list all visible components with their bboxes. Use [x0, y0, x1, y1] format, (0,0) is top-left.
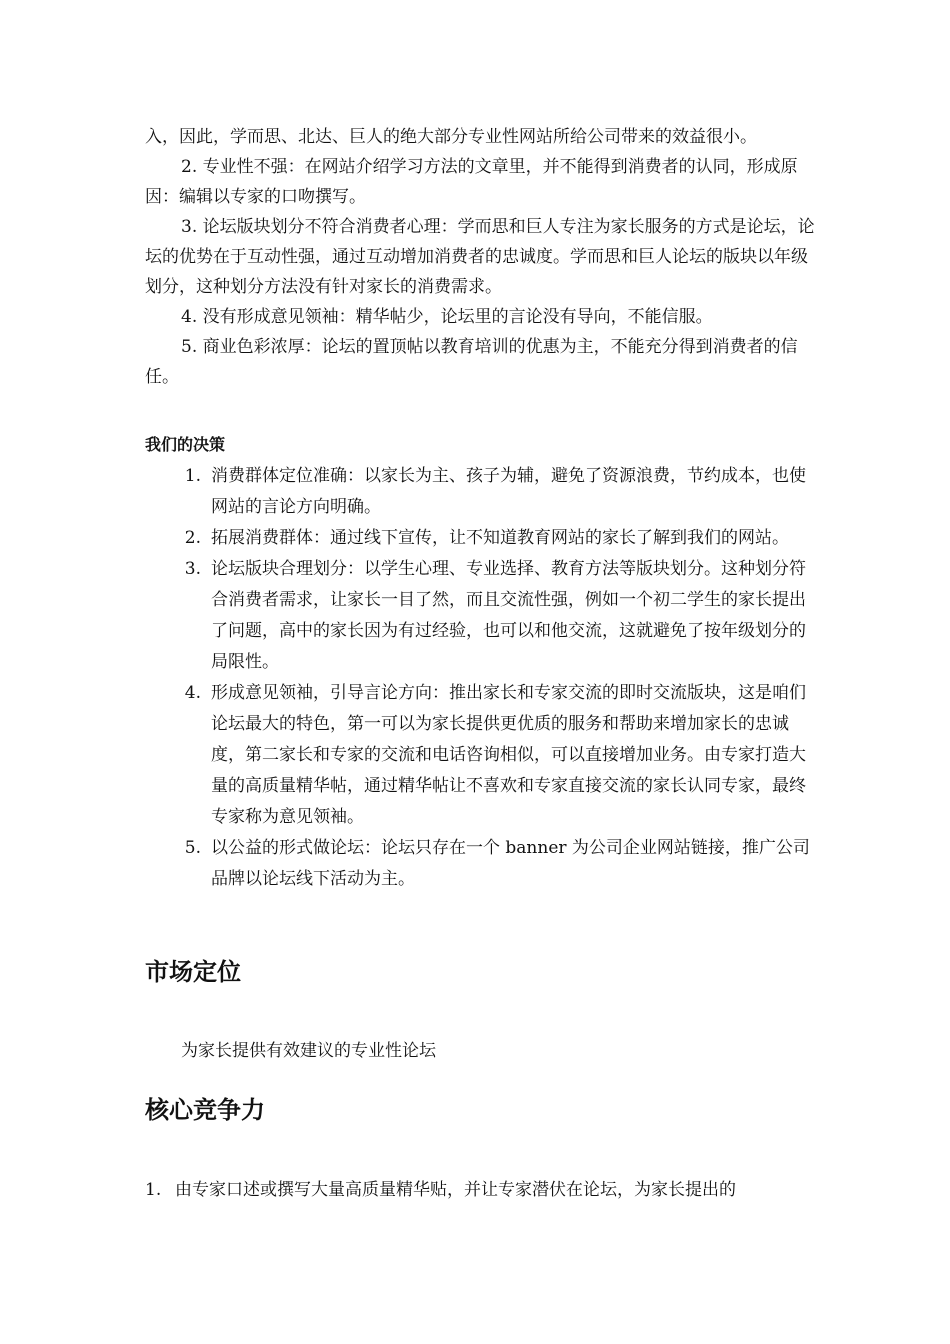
list-item-number: 4.: [184, 683, 201, 703]
list-item: [145, 461, 817, 523]
list-item: [145, 833, 817, 895]
list-item-text: 形成意见领袖，引导言论方向：推出家长和专家交流的即时交流版块，这是咱们论坛最大的特色，第一可以为家长提供更优质的服务和帮助来增加家长的忠诚度，第二家长和专家的交流和电话咨询相似，可以直接增加业务。由专家打造大量的高质量精华帖，通过精华帖让不喜欢和专家直接交流的家长认同专家，最终专家称为意见领袖。: [211, 683, 806, 827]
list-item: [145, 554, 817, 678]
intro-section: [145, 122, 817, 392]
list-item-number: 3.: [184, 559, 201, 579]
list-item: [145, 1175, 817, 1205]
market-position-text: 为家长提供有效建议的专业性论坛: [181, 1041, 436, 1061]
decisions-list: [145, 461, 817, 895]
list-item-text: 论坛版块合理划分：以学生心理、专业选择、教育方法等版块划分。这种划分符合消费者需求，让家长一目了然，而且交流性强，例如一个初二学生的家长提出了问题，高中的家长因为有过经验，也可以和他交流，这就避免了按年级划分的局限性。: [211, 559, 806, 672]
point-5: 5. 商业色彩浓厚：论坛的置顶帖以教育培训的优惠为主，不能充分得到消费者的信任。: [145, 337, 798, 387]
list-item-number: 1.: [184, 466, 201, 486]
list-item-text: 由专家口述或撰写大量高质量精华贴，并让专家潜伏在论坛，为家长提出的: [175, 1180, 736, 1200]
list-item: [145, 523, 817, 554]
intro-paragraph: 入，因此，学而思、北达、巨人的绝大部分专业性网站所给公司带来的效益很小。: [145, 127, 757, 147]
list-item-text: 拓展消费群体：通过线下宣传，让不知道教育网站的家长了解到我们的网站。: [211, 528, 789, 548]
list-item-number: 1.: [145, 1180, 162, 1200]
point-2: 2. 专业性不强：在网站介绍学习方法的文章里，并不能得到消费者的认同，形成原因：编辑以专家的口吻撰写。: [145, 157, 798, 207]
point-3: 3. 论坛版块划分不符合消费者心理：学而思和巨人专注为家长服务的方式是论坛，论坛的优势在于互动性强，通过互动增加消费者的忠诚度。学而思和巨人论坛的版块以年级划分，这种划分方法没有针对家长的消费需求。: [145, 217, 815, 297]
market-position-heading: 市场定位: [145, 958, 241, 986]
list-item-number: 2.: [184, 528, 201, 548]
list-item: [145, 678, 817, 833]
decisions-heading: 我们的决策: [145, 435, 226, 454]
list-item-text: 消费群体定位准确：以家长为主、孩子为辅，避免了资源浪费，节约成本，也使网站的言论方向明确。: [211, 466, 806, 517]
list-item-number: 5.: [184, 838, 201, 858]
point-4: 4. 没有形成意见领袖：精华帖少，论坛里的言论没有导向，不能信服。: [181, 307, 713, 327]
list-item-text: 以公益的形式做论坛：论坛只存在一个 banner 为公司企业网站链接，推广公司品牌以论坛线下活动为主。: [211, 838, 810, 889]
core-competence-heading: 核心竞争力: [145, 1096, 265, 1124]
